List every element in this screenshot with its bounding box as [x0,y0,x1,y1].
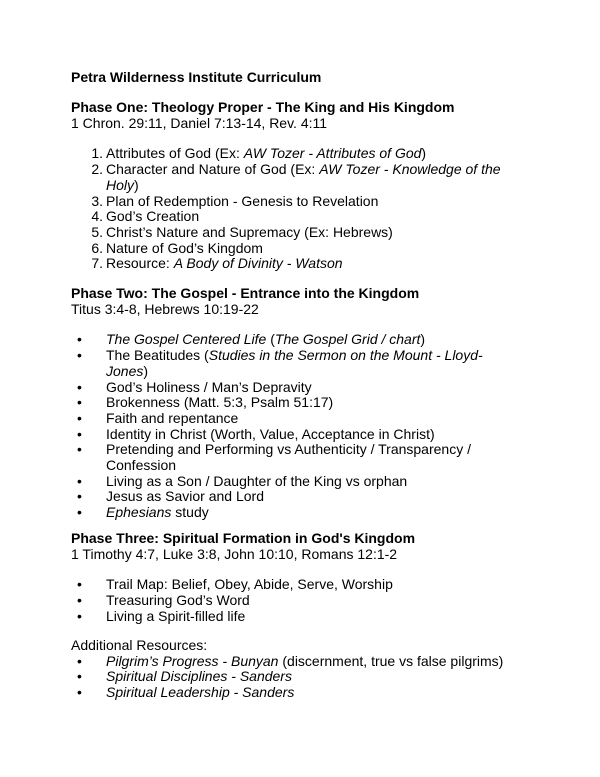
list-item: • Spiritual Leadership - Sanders [77,684,295,701]
list-item: • Faith and repentance [77,409,239,426]
phase-two-list [71,332,501,520]
phase-two-heading: Phase Two: The Gospel - Entrance into the Kingdom [71,285,420,301]
list-item: 2. Character and Nature of God (Ex: AW Tozer - Knowledge of the Holy) [91,161,501,193]
list-item: • Identity in Christ (Worth, Value, Acceptance in Christ) [77,425,435,442]
list-item: 6. Nature of God’s Kingdom [91,239,263,256]
list-item: 5. Christ’s Nature and Supremacy (Ex: Hebrews) [91,223,393,240]
list-item: • The Gospel Centered Life (The Gospel Grid / chart) [77,331,426,348]
phase-three-heading: Phase Three: Spiritual Formation in God's Kingdom [71,530,416,546]
phase-one-refs: 1 Chron. 29:11, Daniel 7:13-14, Rev. 4:11 [71,114,328,131]
list-item: • Spiritual Disciplines - Sanders [77,668,292,685]
phase-three-refs: 1 Timothy 4:7, Luke 3:8, John 10:10, Romans 12:1-2 [71,545,398,562]
list-item: • Brokenness (Matt. 5:3, Psalm 51:17) [77,394,334,411]
additional-resources-section [71,638,550,701]
list-item: 1. Attributes of God (Ex: AW Tozer - Attributes of God) [91,145,427,162]
phase-two-section [71,286,550,521]
list-item: • Living as a Son / Daughter of the King vs orphan [77,472,408,489]
phase-two-refs: Titus 3:4-8, Hebrews 10:19-22 [71,300,259,317]
list-item: 3. Plan of Redemption - Genesis to Revelation [91,192,379,209]
list-item: 4. God’s Creation [91,208,200,225]
document-title: Petra Wilderness Institute Curriculum [71,69,322,85]
list-item: • Living a Spirit-filled life [77,607,246,624]
list-item: • Jesus as Savior and Lord [77,488,264,505]
phase-three-list [71,577,550,624]
list-item: • Pretending and Performing vs Authenticity / Transparency / Confession [77,441,471,474]
additional-resources-heading: Additional Resources: [71,637,208,653]
phase-one-section [71,100,550,272]
phase-one-list [71,146,516,272]
phase-one-heading: Phase One: Theology Proper - The King and His Kingdom [71,99,455,115]
list-item: • Ephesians study [77,504,209,521]
phase-three-section [71,531,550,625]
additional-resources-list [71,654,550,701]
list-item: • God’s Holiness / Man’s Depravity [77,378,312,395]
list-item: • Trail Map: Belief, Obey, Abide, Serve, Worship [77,576,393,593]
list-item: • The Beatitudes (Studies in the Sermon on the Mount - Lloyd-Jones) [77,347,483,379]
list-item: • Pilgrim’s Progress - Bunyan (discernment, true vs false pilgrims) [77,652,504,669]
list-item: • Treasuring God’s Word [77,592,250,609]
list-item: 7. Resource: A Body of Divinity - Watson [91,255,343,272]
